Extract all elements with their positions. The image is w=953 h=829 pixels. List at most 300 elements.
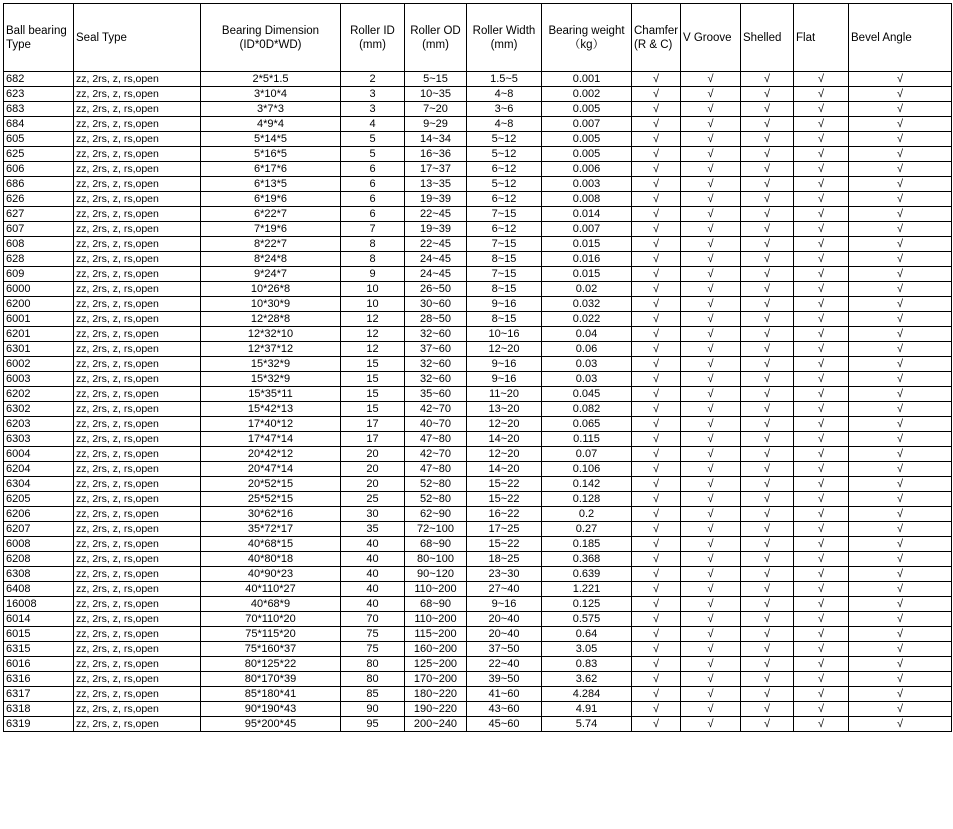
cell-bevel-angle-check: √: [849, 132, 952, 147]
cell-chamfer-check: √: [632, 147, 681, 162]
cell-dimension: 95*200*45: [201, 717, 341, 732]
cell-shelled-check: √: [741, 237, 794, 252]
cell-roller-id: 40: [341, 597, 405, 612]
cell-seal-type: zz, 2rs, z, rs,open: [74, 597, 201, 612]
cell-v-groove-check: √: [681, 237, 741, 252]
cell-weight: 0.03: [542, 357, 632, 372]
cell-roller-id: 12: [341, 312, 405, 327]
cell-chamfer-check: √: [632, 702, 681, 717]
table-row: [4, 462, 952, 477]
cell-weight: 0.007: [542, 117, 632, 132]
cell-v-groove-check: √: [681, 642, 741, 657]
table-row: [4, 612, 952, 627]
cell-type: 6317: [4, 687, 74, 702]
cell-bevel-angle-check: √: [849, 522, 952, 537]
cell-shelled-check: √: [741, 357, 794, 372]
cell-roller-width: 7~15: [467, 207, 542, 222]
cell-flat-check: √: [794, 402, 849, 417]
cell-roller-od: 16~36: [405, 147, 467, 162]
table-row: [4, 147, 952, 162]
cell-bevel-angle-check: √: [849, 612, 952, 627]
cell-roller-id: 3: [341, 102, 405, 117]
cell-roller-width: 9~16: [467, 357, 542, 372]
cell-chamfer-check: √: [632, 387, 681, 402]
cell-bevel-angle-check: √: [849, 342, 952, 357]
cell-roller-od: 10~35: [405, 87, 467, 102]
cell-seal-type: zz, 2rs, z, rs,open: [74, 102, 201, 117]
cell-flat-check: √: [794, 567, 849, 582]
cell-roller-width: 8~15: [467, 252, 542, 267]
table-row: [4, 642, 952, 657]
cell-roller-id: 20: [341, 477, 405, 492]
cell-flat-check: √: [794, 477, 849, 492]
cell-seal-type: zz, 2rs, z, rs,open: [74, 687, 201, 702]
cell-roller-id: 7: [341, 222, 405, 237]
cell-bevel-angle-check: √: [849, 447, 952, 462]
cell-roller-width: 20~40: [467, 612, 542, 627]
cell-shelled-check: √: [741, 102, 794, 117]
cell-roller-id: 80: [341, 657, 405, 672]
cell-roller-width: 6~12: [467, 222, 542, 237]
cell-dimension: 17*40*12: [201, 417, 341, 432]
cell-dimension: 7*19*6: [201, 222, 341, 237]
cell-v-groove-check: √: [681, 72, 741, 87]
cell-roller-id: 35: [341, 522, 405, 537]
cell-roller-id: 20: [341, 447, 405, 462]
table-row: [4, 597, 952, 612]
cell-chamfer-check: √: [632, 162, 681, 177]
table-row: [4, 192, 952, 207]
cell-bevel-angle-check: √: [849, 702, 952, 717]
header-v-groove: V Groove: [681, 4, 741, 72]
cell-roller-width: 18~25: [467, 552, 542, 567]
cell-flat-check: √: [794, 372, 849, 387]
cell-roller-id: 12: [341, 327, 405, 342]
cell-shelled-check: √: [741, 447, 794, 462]
cell-flat-check: √: [794, 702, 849, 717]
cell-shelled-check: √: [741, 87, 794, 102]
cell-bevel-angle-check: √: [849, 462, 952, 477]
cell-roller-id: 40: [341, 552, 405, 567]
cell-seal-type: zz, 2rs, z, rs,open: [74, 117, 201, 132]
cell-shelled-check: √: [741, 222, 794, 237]
cell-flat-check: √: [794, 207, 849, 222]
cell-v-groove-check: √: [681, 537, 741, 552]
cell-roller-id: 5: [341, 132, 405, 147]
cell-roller-width: 5~12: [467, 177, 542, 192]
cell-weight: 0.014: [542, 207, 632, 222]
cell-seal-type: zz, 2rs, z, rs,open: [74, 177, 201, 192]
cell-seal-type: zz, 2rs, z, rs,open: [74, 492, 201, 507]
cell-shelled-check: √: [741, 207, 794, 222]
cell-shelled-check: √: [741, 162, 794, 177]
cell-dimension: 30*62*16: [201, 507, 341, 522]
cell-chamfer-check: √: [632, 552, 681, 567]
cell-flat-check: √: [794, 537, 849, 552]
cell-chamfer-check: √: [632, 657, 681, 672]
cell-v-groove-check: √: [681, 417, 741, 432]
table-row: [4, 327, 952, 342]
cell-roller-width: 9~16: [467, 597, 542, 612]
cell-roller-od: 110~200: [405, 612, 467, 627]
cell-v-groove-check: √: [681, 312, 741, 327]
table-row: [4, 387, 952, 402]
cell-shelled-check: √: [741, 717, 794, 732]
table-row: [4, 522, 952, 537]
cell-flat-check: √: [794, 132, 849, 147]
cell-dimension: 8*24*8: [201, 252, 341, 267]
header-bearing-dimension: Bearing Dimension (ID*0D*WD): [201, 4, 341, 72]
cell-type: 6002: [4, 357, 74, 372]
cell-bevel-angle-check: √: [849, 357, 952, 372]
cell-chamfer-check: √: [632, 582, 681, 597]
table-row: [4, 582, 952, 597]
cell-seal-type: zz, 2rs, z, rs,open: [74, 507, 201, 522]
cell-dimension: 40*68*15: [201, 537, 341, 552]
cell-v-groove-check: √: [681, 117, 741, 132]
cell-shelled-check: √: [741, 177, 794, 192]
cell-seal-type: zz, 2rs, z, rs,open: [74, 132, 201, 147]
cell-bevel-angle-check: √: [849, 552, 952, 567]
header-roller-od: Roller OD (mm): [405, 4, 467, 72]
cell-v-groove-check: √: [681, 297, 741, 312]
cell-seal-type: zz, 2rs, z, rs,open: [74, 162, 201, 177]
cell-roller-width: 7~15: [467, 267, 542, 282]
cell-chamfer-check: √: [632, 477, 681, 492]
header-roller-width: Roller Width (mm): [467, 4, 542, 72]
cell-roller-od: 72~100: [405, 522, 467, 537]
cell-roller-width: 10~16: [467, 327, 542, 342]
cell-weight: 0.001: [542, 72, 632, 87]
cell-chamfer-check: √: [632, 132, 681, 147]
cell-seal-type: zz, 2rs, z, rs,open: [74, 357, 201, 372]
cell-flat-check: √: [794, 342, 849, 357]
table-row: [4, 477, 952, 492]
cell-seal-type: zz, 2rs, z, rs,open: [74, 387, 201, 402]
cell-roller-width: 15~22: [467, 477, 542, 492]
cell-seal-type: zz, 2rs, z, rs,open: [74, 477, 201, 492]
cell-flat-check: √: [794, 612, 849, 627]
cell-chamfer-check: √: [632, 612, 681, 627]
cell-weight: 0.115: [542, 432, 632, 447]
cell-type: 682: [4, 72, 74, 87]
cell-roller-id: 20: [341, 462, 405, 477]
cell-v-groove-check: √: [681, 672, 741, 687]
cell-roller-od: 30~60: [405, 297, 467, 312]
cell-roller-width: 1.5~5: [467, 72, 542, 87]
cell-dimension: 40*90*23: [201, 567, 341, 582]
cell-v-groove-check: √: [681, 657, 741, 672]
cell-flat-check: √: [794, 297, 849, 312]
cell-chamfer-check: √: [632, 522, 681, 537]
cell-type: 607: [4, 222, 74, 237]
cell-roller-id: 8: [341, 252, 405, 267]
cell-roller-width: 6~12: [467, 162, 542, 177]
cell-shelled-check: √: [741, 597, 794, 612]
cell-v-groove-check: √: [681, 387, 741, 402]
cell-chamfer-check: √: [632, 237, 681, 252]
cell-roller-od: 115~200: [405, 627, 467, 642]
cell-flat-check: √: [794, 447, 849, 462]
cell-chamfer-check: √: [632, 672, 681, 687]
cell-chamfer-check: √: [632, 222, 681, 237]
cell-v-groove-check: √: [681, 552, 741, 567]
cell-seal-type: zz, 2rs, z, rs,open: [74, 192, 201, 207]
cell-dimension: 90*190*43: [201, 702, 341, 717]
cell-chamfer-check: √: [632, 267, 681, 282]
table-row: [4, 447, 952, 462]
cell-type: 606: [4, 162, 74, 177]
table-row: [4, 237, 952, 252]
cell-bevel-angle-check: √: [849, 642, 952, 657]
header-shelled: Shelled: [741, 4, 794, 72]
cell-seal-type: zz, 2rs, z, rs,open: [74, 207, 201, 222]
cell-roller-width: 27~40: [467, 582, 542, 597]
cell-chamfer-check: √: [632, 687, 681, 702]
cell-v-groove-check: √: [681, 492, 741, 507]
cell-bevel-angle-check: √: [849, 177, 952, 192]
cell-chamfer-check: √: [632, 192, 681, 207]
cell-roller-width: 17~25: [467, 522, 542, 537]
table-row: [4, 252, 952, 267]
cell-flat-check: √: [794, 252, 849, 267]
header-seal-type: Seal Type: [74, 4, 201, 72]
cell-chamfer-check: √: [632, 567, 681, 582]
cell-flat-check: √: [794, 72, 849, 87]
cell-seal-type: zz, 2rs, z, rs,open: [74, 312, 201, 327]
cell-chamfer-check: √: [632, 312, 681, 327]
cell-roller-id: 6: [341, 192, 405, 207]
cell-type: 6208: [4, 552, 74, 567]
cell-v-groove-check: √: [681, 372, 741, 387]
cell-chamfer-check: √: [632, 207, 681, 222]
cell-roller-id: 25: [341, 492, 405, 507]
cell-bevel-angle-check: √: [849, 477, 952, 492]
cell-flat-check: √: [794, 162, 849, 177]
cell-v-groove-check: √: [681, 477, 741, 492]
cell-v-groove-check: √: [681, 162, 741, 177]
cell-flat-check: √: [794, 657, 849, 672]
cell-chamfer-check: √: [632, 372, 681, 387]
cell-roller-od: 13~35: [405, 177, 467, 192]
cell-roller-id: 70: [341, 612, 405, 627]
cell-seal-type: zz, 2rs, z, rs,open: [74, 267, 201, 282]
cell-bevel-angle-check: √: [849, 327, 952, 342]
cell-roller-id: 40: [341, 537, 405, 552]
table-row: [4, 357, 952, 372]
table-row: [4, 177, 952, 192]
cell-weight: 0.002: [542, 87, 632, 102]
cell-flat-check: √: [794, 267, 849, 282]
table-row: [4, 312, 952, 327]
cell-v-groove-check: √: [681, 102, 741, 117]
cell-bevel-angle-check: √: [849, 567, 952, 582]
cell-roller-id: 3: [341, 87, 405, 102]
cell-roller-od: 7~20: [405, 102, 467, 117]
cell-roller-od: 28~50: [405, 312, 467, 327]
cell-shelled-check: √: [741, 387, 794, 402]
header-bevel-angle: Bevel Angle: [849, 4, 952, 72]
cell-seal-type: zz, 2rs, z, rs,open: [74, 417, 201, 432]
cell-weight: 0.032: [542, 297, 632, 312]
cell-roller-od: 170~200: [405, 672, 467, 687]
cell-dimension: 17*47*14: [201, 432, 341, 447]
cell-dimension: 80*125*22: [201, 657, 341, 672]
cell-shelled-check: √: [741, 312, 794, 327]
cell-roller-id: 85: [341, 687, 405, 702]
cell-type: 6202: [4, 387, 74, 402]
cell-roller-id: 75: [341, 627, 405, 642]
cell-dimension: 6*17*6: [201, 162, 341, 177]
cell-roller-width: 9~16: [467, 372, 542, 387]
cell-bevel-angle-check: √: [849, 597, 952, 612]
cell-chamfer-check: √: [632, 537, 681, 552]
cell-roller-id: 10: [341, 297, 405, 312]
cell-type: 6205: [4, 492, 74, 507]
cell-v-groove-check: √: [681, 342, 741, 357]
cell-shelled-check: √: [741, 342, 794, 357]
cell-weight: 0.125: [542, 597, 632, 612]
cell-seal-type: zz, 2rs, z, rs,open: [74, 432, 201, 447]
table-row: [4, 567, 952, 582]
cell-bevel-angle-check: √: [849, 582, 952, 597]
table-row: [4, 717, 952, 732]
cell-roller-width: 43~60: [467, 702, 542, 717]
cell-dimension: 20*47*14: [201, 462, 341, 477]
cell-v-groove-check: √: [681, 132, 741, 147]
cell-roller-width: 3~6: [467, 102, 542, 117]
cell-bevel-angle-check: √: [849, 147, 952, 162]
cell-shelled-check: √: [741, 642, 794, 657]
cell-chamfer-check: √: [632, 447, 681, 462]
cell-weight: 0.007: [542, 222, 632, 237]
cell-roller-od: 80~100: [405, 552, 467, 567]
cell-weight: 0.128: [542, 492, 632, 507]
cell-dimension: 15*32*9: [201, 357, 341, 372]
cell-roller-id: 9: [341, 267, 405, 282]
cell-roller-id: 2: [341, 72, 405, 87]
cell-shelled-check: √: [741, 627, 794, 642]
header-flat: Flat: [794, 4, 849, 72]
cell-type: 625: [4, 147, 74, 162]
cell-shelled-check: √: [741, 657, 794, 672]
cell-shelled-check: √: [741, 132, 794, 147]
cell-shelled-check: √: [741, 282, 794, 297]
cell-seal-type: zz, 2rs, z, rs,open: [74, 582, 201, 597]
cell-flat-check: √: [794, 687, 849, 702]
cell-type: 686: [4, 177, 74, 192]
cell-weight: 0.07: [542, 447, 632, 462]
cell-roller-width: 12~20: [467, 447, 542, 462]
cell-v-groove-check: √: [681, 447, 741, 462]
cell-roller-od: 35~60: [405, 387, 467, 402]
cell-weight: 0.2: [542, 507, 632, 522]
table-row: [4, 282, 952, 297]
cell-weight: 0.006: [542, 162, 632, 177]
cell-weight: 0.022: [542, 312, 632, 327]
cell-flat-check: √: [794, 522, 849, 537]
cell-v-groove-check: √: [681, 627, 741, 642]
table-row: [4, 537, 952, 552]
cell-v-groove-check: √: [681, 702, 741, 717]
cell-weight: 0.83: [542, 657, 632, 672]
cell-roller-od: 9~29: [405, 117, 467, 132]
cell-roller-od: 42~70: [405, 447, 467, 462]
cell-dimension: 3*10*4: [201, 87, 341, 102]
cell-roller-od: 180~220: [405, 687, 467, 702]
cell-weight: 0.142: [542, 477, 632, 492]
cell-bevel-angle-check: √: [849, 87, 952, 102]
cell-roller-width: 12~20: [467, 417, 542, 432]
cell-dimension: 15*42*13: [201, 402, 341, 417]
cell-dimension: 8*22*7: [201, 237, 341, 252]
table-row: [4, 372, 952, 387]
cell-v-groove-check: √: [681, 717, 741, 732]
cell-bevel-angle-check: √: [849, 402, 952, 417]
cell-roller-od: 32~60: [405, 372, 467, 387]
cell-dimension: 40*110*27: [201, 582, 341, 597]
cell-chamfer-check: √: [632, 177, 681, 192]
cell-type: 6207: [4, 522, 74, 537]
cell-shelled-check: √: [741, 477, 794, 492]
cell-dimension: 2*5*1.5: [201, 72, 341, 87]
cell-dimension: 40*68*9: [201, 597, 341, 612]
cell-weight: 5.74: [542, 717, 632, 732]
cell-seal-type: zz, 2rs, z, rs,open: [74, 402, 201, 417]
cell-roller-id: 15: [341, 387, 405, 402]
cell-shelled-check: √: [741, 147, 794, 162]
cell-chamfer-check: √: [632, 327, 681, 342]
cell-dimension: 25*52*15: [201, 492, 341, 507]
cell-shelled-check: √: [741, 372, 794, 387]
cell-roller-width: 14~20: [467, 432, 542, 447]
cell-v-groove-check: √: [681, 87, 741, 102]
cell-roller-width: 15~22: [467, 492, 542, 507]
cell-bevel-angle-check: √: [849, 237, 952, 252]
cell-type: 6014: [4, 612, 74, 627]
cell-seal-type: zz, 2rs, z, rs,open: [74, 447, 201, 462]
cell-roller-od: 22~45: [405, 237, 467, 252]
cell-v-groove-check: √: [681, 687, 741, 702]
cell-flat-check: √: [794, 237, 849, 252]
cell-roller-id: 4: [341, 117, 405, 132]
cell-type: 605: [4, 132, 74, 147]
cell-bevel-angle-check: √: [849, 117, 952, 132]
cell-weight: 0.003: [542, 177, 632, 192]
cell-chamfer-check: √: [632, 432, 681, 447]
cell-dimension: 40*80*18: [201, 552, 341, 567]
cell-bevel-angle-check: √: [849, 387, 952, 402]
cell-bevel-angle-check: √: [849, 537, 952, 552]
cell-weight: 4.284: [542, 687, 632, 702]
cell-type: 16008: [4, 597, 74, 612]
cell-v-groove-check: √: [681, 207, 741, 222]
cell-flat-check: √: [794, 312, 849, 327]
cell-roller-width: 12~20: [467, 342, 542, 357]
cell-dimension: 75*115*20: [201, 627, 341, 642]
cell-shelled-check: √: [741, 567, 794, 582]
cell-roller-width: 4~8: [467, 117, 542, 132]
cell-type: 6016: [4, 657, 74, 672]
table-row: [4, 507, 952, 522]
cell-weight: 0.06: [542, 342, 632, 357]
cell-seal-type: zz, 2rs, z, rs,open: [74, 537, 201, 552]
cell-flat-check: √: [794, 357, 849, 372]
cell-type: 6200: [4, 297, 74, 312]
cell-roller-width: 8~15: [467, 312, 542, 327]
cell-roller-id: 10: [341, 282, 405, 297]
cell-type: 6315: [4, 642, 74, 657]
